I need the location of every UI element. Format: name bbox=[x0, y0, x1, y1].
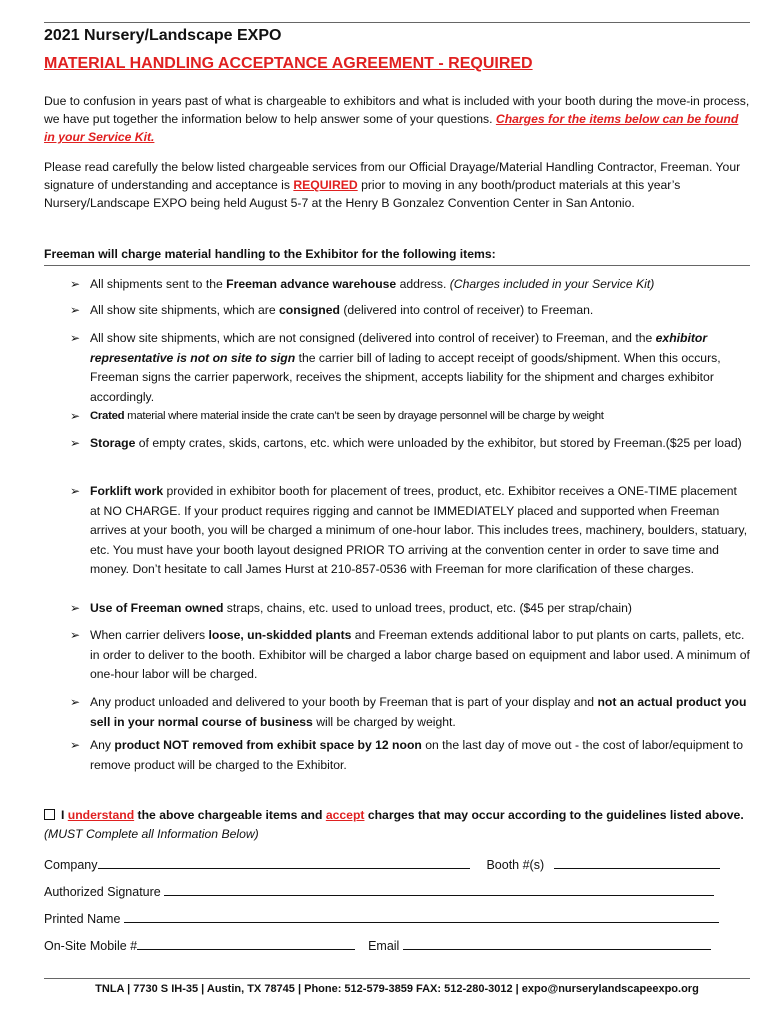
arrow-bullet-icon: ➢ bbox=[70, 409, 80, 423]
intro-paragraph-1 bbox=[44, 92, 750, 146]
footer-contact: TNLA | 7730 S IH-35 | Austin, TX 78745 | Phone: 512-579-3859 FAX: 512-280-3012 | expo@nurserylandscapeexpo.org bbox=[95, 983, 699, 995]
arrow-bullet-icon: ➢ bbox=[70, 436, 81, 450]
must-complete-note: (MUST Complete all Information Below) bbox=[44, 827, 259, 841]
section-divider bbox=[44, 265, 750, 266]
document-subtitle: MATERIAL HANDLING ACCEPTANCE AGREEMENT - REQUIRED bbox=[44, 55, 533, 72]
acceptance-statement: I understand the above chargeable items and accept charges that may occur according to the guidelines listed above. (MUST Complete all Information Below) bbox=[44, 808, 744, 841]
service-kit-note: Charges for the items below can be found in your Service Kit. bbox=[44, 112, 739, 144]
arrow-bullet-icon: ➢ bbox=[70, 738, 81, 752]
signature-row bbox=[44, 883, 750, 899]
intro-text: Please read carefully the below listed chargeable services from our Official Drayage/Material Handling Contractor, Freeman. Your signature of understanding and acceptance is bbox=[44, 160, 741, 192]
mobile-email-row bbox=[44, 937, 750, 953]
arrow-bullet-icon: ➢ bbox=[70, 628, 81, 642]
arrow-bullet-icon: ➢ bbox=[70, 303, 81, 317]
printed-name-row bbox=[44, 910, 750, 926]
document-title: 2021 Nursery/Landscape EXPO bbox=[44, 27, 282, 44]
arrow-bullet-icon: ➢ bbox=[70, 277, 81, 291]
printed-name-label: Printed Name bbox=[44, 912, 121, 926]
booth-field[interactable] bbox=[554, 856, 720, 869]
printed-name-field[interactable] bbox=[124, 910, 719, 923]
company-field[interactable] bbox=[98, 856, 470, 869]
intro-text: prior to moving in any booth/product materials at this year’s Nursery/Landscape EXPO being held August 5-7 at the Henry B Gonzalez Convention Center in San Antonio. bbox=[44, 178, 681, 210]
email-field[interactable] bbox=[403, 937, 711, 950]
arrow-bullet-icon: ➢ bbox=[70, 331, 81, 345]
arrow-bullet-icon: ➢ bbox=[70, 695, 81, 709]
section-heading: Freeman will charge material handling to the Exhibitor for the following items: bbox=[44, 247, 496, 261]
accept-word: accept bbox=[325, 808, 365, 822]
intro-paragraph-2 bbox=[44, 158, 750, 212]
company-row bbox=[44, 856, 750, 872]
intro-text: Due to confusion in years past of what is chargeable to exhibitors and what is included with your booth during the move-in process, we have put together the information below to help answer some of your questions. bbox=[44, 94, 750, 126]
required-word: REQUIRED bbox=[293, 178, 358, 192]
mobile-field[interactable] bbox=[137, 937, 355, 950]
arrow-bullet-icon: ➢ bbox=[70, 484, 81, 498]
mobile-label: On-Site Mobile # bbox=[44, 939, 138, 953]
booth-label: Booth #(s) bbox=[486, 858, 545, 872]
signature-field[interactable] bbox=[164, 883, 714, 896]
company-label: Company bbox=[44, 858, 98, 872]
email-label: Email bbox=[368, 939, 400, 953]
top-divider bbox=[44, 22, 750, 23]
signature-label: Authorized Signature bbox=[44, 885, 161, 899]
footer-divider bbox=[44, 978, 750, 979]
understand-word: understand bbox=[67, 808, 135, 822]
acceptance-checkbox[interactable] bbox=[44, 809, 55, 820]
arrow-bullet-icon: ➢ bbox=[70, 601, 81, 615]
